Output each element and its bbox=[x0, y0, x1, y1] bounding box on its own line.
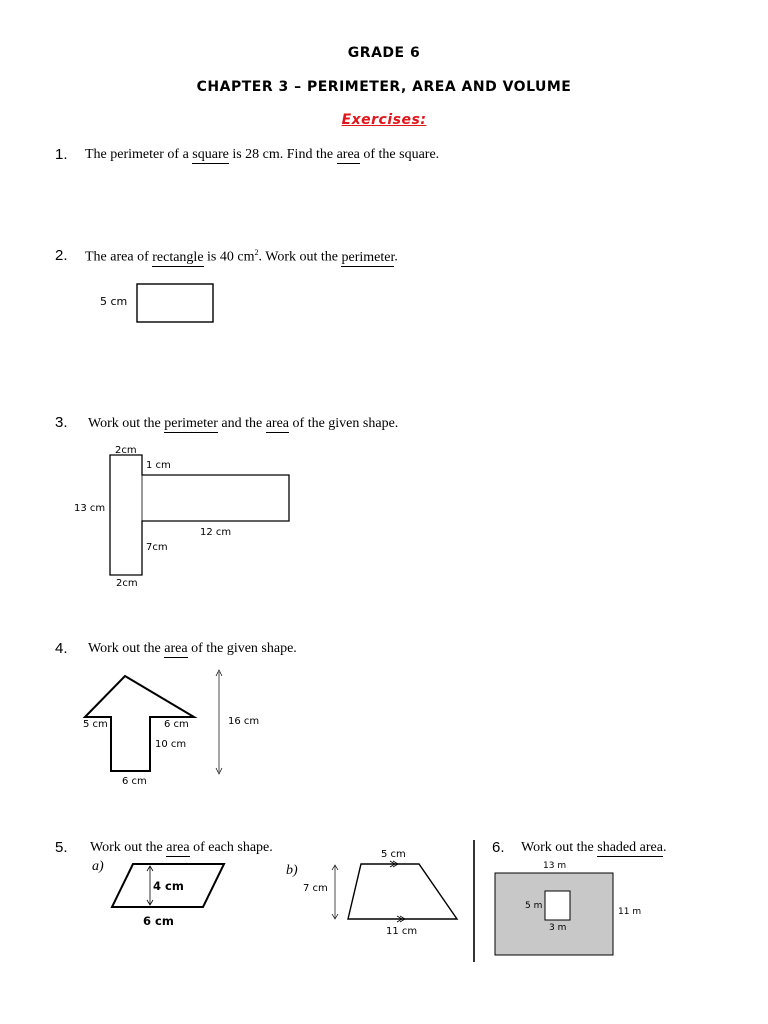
q5b-trapezium bbox=[348, 864, 457, 919]
q5-part-b-label: b) bbox=[286, 863, 298, 878]
keyword-rectangle: rectangle bbox=[152, 249, 204, 265]
keyword-area: area bbox=[336, 147, 360, 162]
q3-left-label: 13 cm bbox=[74, 503, 106, 514]
text-segment: and the bbox=[217, 416, 266, 431]
q6-height-label: 11 m bbox=[618, 907, 642, 917]
text-segment: is 28 cm. Find the bbox=[228, 147, 337, 162]
text-segment: of the square. bbox=[359, 147, 440, 162]
text-segment: Work out the bbox=[88, 416, 165, 431]
text-segment: of each shape. bbox=[189, 840, 273, 855]
q5b-top-label: 5 cm bbox=[381, 849, 406, 860]
text-segment: . bbox=[662, 840, 667, 855]
q4-stem-label: 10 cm bbox=[155, 739, 187, 750]
keyword-perimeter: perimeter bbox=[341, 249, 395, 265]
text-segment: Work out the bbox=[88, 641, 165, 656]
q3-t-shape bbox=[110, 455, 289, 575]
q3-stem-label: 7cm bbox=[146, 542, 168, 553]
q5-part-a-label: a) bbox=[92, 859, 104, 874]
q4-height-label: 16 cm bbox=[228, 716, 260, 727]
question-2-number: 2. bbox=[55, 247, 68, 264]
q3-arm-label: 12 cm bbox=[200, 527, 232, 538]
grade-heading: GRADE 6 bbox=[347, 45, 421, 61]
q6-inner-width-label: 3 m bbox=[549, 923, 567, 933]
question-5-number: 5. bbox=[55, 839, 68, 856]
q6-width-label: 13 m bbox=[543, 861, 567, 871]
question-4-number: 4. bbox=[55, 640, 68, 657]
q4-bottom-label: 6 cm bbox=[122, 776, 147, 787]
keyword-square: square bbox=[192, 147, 229, 162]
q5b-base-label: 11 cm bbox=[386, 926, 418, 937]
question-6-number: 6. bbox=[492, 839, 505, 856]
q6-inner-rectangle bbox=[545, 891, 570, 920]
q4-right-label: 6 cm bbox=[164, 719, 189, 730]
q2-side-label: 5 cm bbox=[100, 295, 128, 308]
keyword-shaded-area: shaded area bbox=[597, 840, 663, 855]
q5a-height-label: 4 cm bbox=[153, 879, 184, 893]
text-segment: is 40 cm bbox=[203, 249, 255, 265]
question-1-number: 1. bbox=[55, 146, 68, 163]
chapter-heading: CHAPTER 3 – PERIMETER, AREA AND VOLUME bbox=[196, 79, 572, 95]
text-segment: The perimeter of a bbox=[85, 147, 193, 162]
text-segment: of the given shape. bbox=[187, 641, 297, 656]
keyword-area: area bbox=[265, 416, 290, 431]
text-segment: Work out the bbox=[521, 840, 598, 855]
superscript-2: 2 bbox=[254, 248, 259, 257]
keyword-area: area bbox=[164, 641, 188, 656]
q5b-height-label: 7 cm bbox=[303, 883, 328, 894]
keyword-perimeter: perimeter bbox=[164, 416, 218, 431]
text-segment: Work out the bbox=[90, 840, 167, 855]
q4-left-label: 5 cm bbox=[83, 719, 108, 730]
q3-top-label: 2cm bbox=[115, 445, 137, 456]
text-segment: . Work out the bbox=[258, 249, 342, 265]
q3-notch-label: 1 cm bbox=[146, 460, 171, 471]
exercises-label: Exercises: bbox=[341, 112, 427, 128]
text-segment: . bbox=[394, 249, 398, 265]
q6-inner-height-label: 5 m bbox=[525, 901, 543, 911]
q2-rectangle bbox=[137, 284, 213, 322]
question-3-number: 3. bbox=[55, 414, 68, 431]
text-segment: of the given shape. bbox=[289, 416, 399, 431]
q3-bottom-label: 2cm bbox=[116, 578, 138, 589]
keyword-area: area bbox=[166, 840, 190, 855]
q5a-base-label: 6 cm bbox=[143, 914, 174, 928]
text-segment: The area of bbox=[85, 249, 153, 265]
